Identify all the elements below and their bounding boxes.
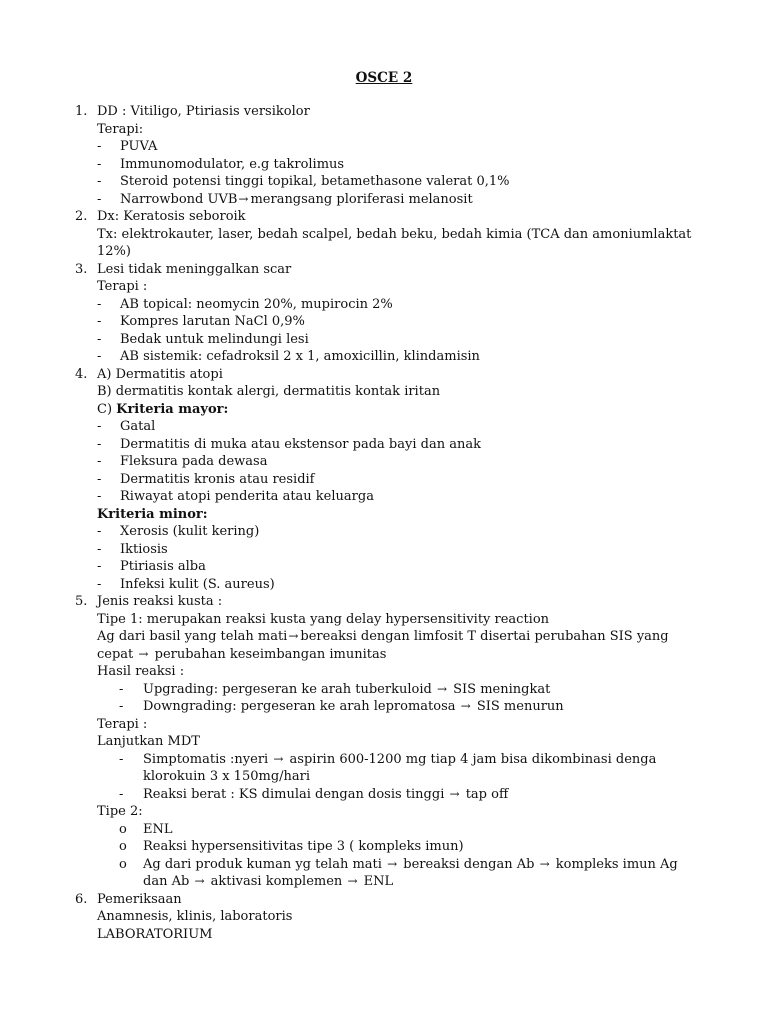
- dash-marker: -: [97, 156, 102, 172]
- text-segment: bereaksi dengan limfosit T disertai perubahan SIS yang: [300, 629, 669, 644]
- item-number: 5.: [75, 594, 88, 609]
- item3-terapi-label: Terapi :: [97, 279, 148, 294]
- text-segment: aktivasi komplemen: [210, 874, 343, 889]
- list-item-cont: [143, 873, 393, 891]
- item4-a: A) Dermatitis atopi: [97, 366, 223, 382]
- bullet-marker: o: [119, 839, 127, 854]
- list-item: [143, 856, 678, 874]
- item-number: 6.: [75, 891, 88, 907]
- item5-tipe2: Tipe 2:: [97, 804, 143, 819]
- dash-marker: -: [97, 576, 102, 592]
- list-item: Riwayat atopi penderita atau keluarga: [120, 489, 374, 504]
- text-segment: perubahan keseimbangan imunitas: [154, 646, 387, 662]
- arrow-icon: →: [194, 874, 205, 888]
- dash-marker: -: [97, 419, 102, 434]
- dash-marker: -: [97, 489, 102, 504]
- list-item: [143, 751, 656, 769]
- item2-dx: Dx: Keratosis seboroik: [97, 209, 246, 224]
- item2-tx-cont: 12%): [97, 244, 131, 259]
- text-segment: aspirin 600-1200 mg tiap 4 jam bisa dikombinasi denga: [289, 751, 657, 767]
- dash-marker: -: [97, 349, 102, 364]
- arrow-icon: →: [288, 629, 299, 643]
- list-item: Fleksura pada dewasa: [120, 454, 268, 469]
- arrow-icon: →: [273, 751, 284, 766]
- item3-lesi: Lesi tidak meninggalkan scar: [97, 261, 292, 277]
- text-segment: cepat: [97, 646, 134, 662]
- dash-marker: -: [97, 454, 102, 469]
- text-segment: Ag dari basil yang telah mati: [97, 629, 288, 644]
- dash-marker: -: [97, 139, 102, 154]
- dash-marker: -: [97, 541, 102, 557]
- list-item: Reaksi hypersensitivitas tipe 3 ( kompleks imun): [143, 839, 464, 854]
- item5-ag1: [97, 628, 669, 646]
- list-item: [143, 698, 564, 716]
- item1-dd: DD : Vitiligo, Ptiriasis versikolor: [97, 104, 310, 119]
- list-item: [143, 786, 508, 804]
- kriteria-mayor-heading: Kriteria mayor:: [116, 401, 229, 417]
- dash-marker: -: [97, 314, 102, 329]
- list-item: Dermatitis kronis atau residif: [120, 471, 315, 487]
- page-title: OSCE 2: [355, 70, 413, 86]
- item6-pemeriksaan: Pemeriksaan: [97, 891, 182, 907]
- text-segment: kompleks imun Ag: [555, 856, 678, 872]
- kriteria-minor-heading: Kriteria minor:: [97, 506, 208, 522]
- text-segment: SIS menurun: [476, 699, 564, 714]
- item4-b: B) dermatitis kontak alergi, dermatitis kontak iritan: [97, 384, 441, 399]
- dash-marker: -: [119, 681, 124, 697]
- arrow-icon: →: [238, 191, 249, 206]
- list-item-cont: klorokuin 3 x 150mg/hari: [143, 769, 311, 784]
- item1-terapi-label: Terapi:: [97, 121, 144, 137]
- item4-c: [97, 401, 228, 419]
- arrow-icon: →: [460, 699, 471, 713]
- item2-tx: Tx: elektrokauter, laser, bedah scalpel, bedah beku, bedah kimia (TCA dan amoniumlaktat: [97, 226, 692, 242]
- item5-terapi-label: Terapi :: [97, 716, 148, 732]
- item-number: 1.: [75, 104, 88, 119]
- dash-marker: -: [97, 174, 102, 189]
- dash-marker: -: [97, 559, 102, 574]
- list-item: Bedak untuk melindungi lesi: [120, 331, 309, 347]
- list-item: Xerosis (kulit kering): [120, 524, 260, 539]
- text-segment: Reaksi berat : KS dimulai dengan dosis tinggi: [143, 786, 445, 802]
- text-segment: dan Ab: [143, 874, 190, 889]
- list-item: Dermatitis di muka atau ekstensor pada bayi dan anak: [120, 436, 481, 452]
- list-item: Gatal: [120, 419, 156, 434]
- arrow-icon: →: [347, 874, 358, 888]
- list-item-text: Narrowbond UVB: [120, 191, 238, 207]
- item5-hasil-label: Hasil reaksi :: [97, 664, 185, 679]
- text-segment: ENL: [363, 874, 394, 889]
- dash-marker: -: [97, 471, 102, 487]
- item6-anamnesis: Anamnesis, klinis, laboratoris: [97, 909, 293, 924]
- arrow-icon: →: [449, 786, 460, 801]
- text-segment: Downgrading: pergeseran ke arah lepromatosa: [143, 699, 456, 714]
- arrow-icon: →: [436, 681, 447, 696]
- text-segment: SIS meningkat: [453, 681, 551, 697]
- item-number: 2.: [75, 209, 88, 224]
- dash-marker: -: [119, 699, 124, 714]
- item4-c-prefix: C): [97, 401, 117, 417]
- item5-mdt: Lanjutkan MDT: [97, 734, 200, 749]
- dash-marker: -: [119, 751, 124, 767]
- list-item: [120, 191, 473, 209]
- item5-tipe1: Tipe 1: merupakan reaksi kusta yang delay hypersensitivity reaction: [97, 611, 550, 627]
- dash-marker: -: [97, 524, 102, 539]
- text-segment: Simptomatis :nyeri: [143, 751, 269, 767]
- list-item: Ptiriasis alba: [120, 559, 206, 574]
- item5-jenis: Jenis reaksi kusta :: [97, 594, 223, 609]
- list-item: Kompres larutan NaCl 0,9%: [120, 314, 305, 329]
- text-segment: Ag dari produk kuman yg telah mati: [143, 856, 382, 872]
- arrow-icon: →: [138, 646, 149, 661]
- list-item: [143, 681, 550, 699]
- item5-cepat: [97, 646, 386, 664]
- document-body: [0, 103, 768, 943]
- list-item: PUVA: [120, 139, 158, 154]
- arrow-icon: →: [539, 856, 550, 871]
- bullet-marker: o: [119, 856, 127, 872]
- dash-marker: -: [97, 191, 102, 207]
- text-segment: tap off: [465, 786, 509, 802]
- item6-lab: LABORATORIUM: [97, 926, 213, 942]
- list-item: AB sistemik: cefadroksil 2 x 1, amoxicillin, klindamisin: [120, 349, 480, 364]
- item-number: 3.: [75, 261, 88, 277]
- list-item: AB topical: neomycin 20%, mupirocin 2%: [120, 296, 393, 312]
- dash-marker: -: [97, 296, 102, 312]
- list-item: Iktiosis: [120, 541, 168, 557]
- list-item: Steroid potensi tinggi topikal, betamethasone valerat 0,1%: [120, 174, 510, 189]
- text-segment: bereaksi dengan Ab: [403, 856, 535, 872]
- item-number: 4.: [75, 366, 88, 382]
- text-segment: Upgrading: pergeseran ke arah tuberkuloid: [143, 681, 432, 697]
- list-item: Immunomodulator, e.g takrolimus: [120, 156, 345, 172]
- list-item: Infeksi kulit (S. aureus): [120, 576, 275, 592]
- list-item: ENL: [143, 821, 173, 837]
- dash-marker: -: [97, 436, 102, 452]
- bullet-marker: o: [119, 821, 127, 837]
- list-item-text: merangsang ploriferasi melanosit: [250, 191, 473, 207]
- dash-marker: -: [119, 786, 124, 802]
- arrow-icon: →: [387, 856, 398, 871]
- dash-marker: -: [97, 331, 102, 347]
